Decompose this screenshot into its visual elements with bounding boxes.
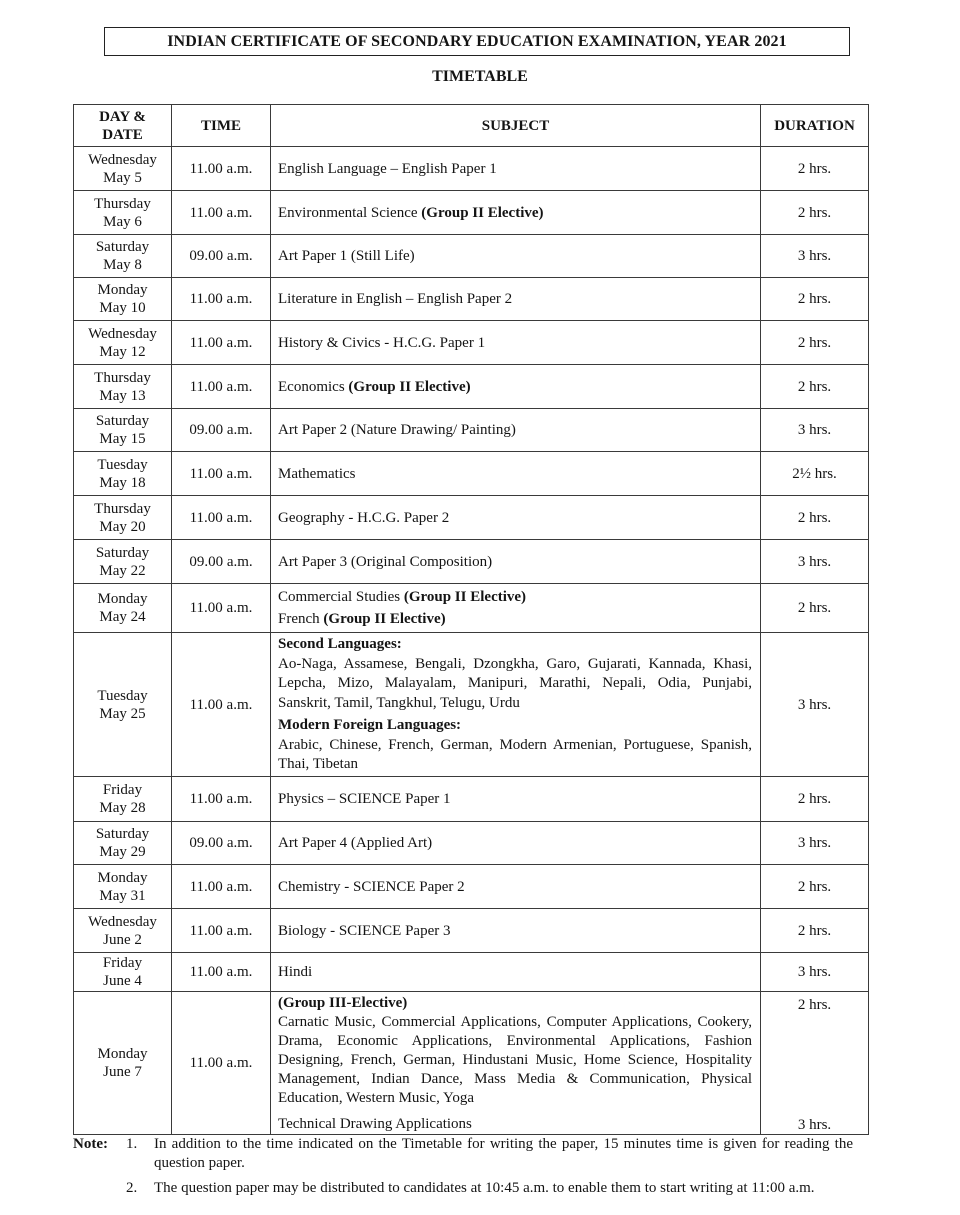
table-row xyxy=(74,191,869,235)
day-date-cell: Thursday May 20 xyxy=(74,496,172,540)
day-date-cell: Saturday May 22 xyxy=(74,540,172,584)
time-cell: 11.00 a.m. xyxy=(172,777,271,822)
day-date-cell: Saturday May 8 xyxy=(74,235,172,278)
time-cell: 11.00 a.m. xyxy=(172,584,271,633)
time-cell: 11.00 a.m. xyxy=(172,278,271,321)
subject-cell: Economics (Group II Elective) xyxy=(271,365,761,409)
timetable-table xyxy=(73,104,869,1135)
time-cell: 11.00 a.m. xyxy=(172,865,271,909)
duration-cell: 3 hrs. xyxy=(761,540,869,584)
col-header-duration: DURATION xyxy=(761,105,869,147)
duration-cell: 2 hrs. xyxy=(761,191,869,235)
subject-cell: Environmental Science (Group II Elective) xyxy=(271,191,761,235)
day-date-cell: Thursday May 13 xyxy=(74,365,172,409)
subject-cell: Commercial Studies (Group II Elective) French (Group II Elective) xyxy=(271,584,761,633)
table-row xyxy=(74,321,869,365)
table-row xyxy=(74,540,869,584)
table-row xyxy=(74,235,869,278)
day-date-cell: Wednesday May 12 xyxy=(74,321,172,365)
note-label: Note: xyxy=(73,1136,108,1152)
duration-cell: 2 hrs. xyxy=(761,496,869,540)
day-date-cell: Tuesday May 18 xyxy=(74,452,172,496)
subject-cell: Physics – SCIENCE Paper 1 xyxy=(271,777,761,822)
exam-title: INDIAN CERTIFICATE OF SECONDARY EDUCATION EXAMINATION, YEAR 2021 xyxy=(104,27,850,56)
time-cell: 11.00 a.m. xyxy=(172,452,271,496)
subject-cell: Literature in English – English Paper 2 xyxy=(271,278,761,321)
day-date-cell: Monday June 7 xyxy=(74,992,172,1135)
col-header-time: TIME xyxy=(172,105,271,147)
subject-cell: Hindi xyxy=(271,953,761,992)
day-date-cell: Friday June 4 xyxy=(74,953,172,992)
duration-cell: 3 hrs. xyxy=(761,235,869,278)
table-row xyxy=(74,584,869,633)
table-row xyxy=(74,147,869,191)
note-item: Note: 1. In addition to the time indicated on the Timetable for writing the paper, 15 minutes time is given for reading the question paper. xyxy=(73,1136,853,1171)
duration-cell: 2 hrs. xyxy=(761,321,869,365)
subject-cell: Art Paper 4 (Applied Art) xyxy=(271,822,761,865)
day-date-cell: Tuesday May 25 xyxy=(74,633,172,777)
subject-cell: Biology - SCIENCE Paper 3 xyxy=(271,909,761,953)
subject-cell: Mathematics xyxy=(271,452,761,496)
time-cell: 09.00 a.m. xyxy=(172,235,271,278)
day-date-cell: Wednesday June 2 xyxy=(74,909,172,953)
day-date-cell: Thursday May 6 xyxy=(74,191,172,235)
duration-cell: 3 hrs. xyxy=(761,953,869,992)
time-cell: 11.00 a.m. xyxy=(172,633,271,777)
table-row xyxy=(74,633,869,777)
subject-cell: Second Languages: Ao-Naga, Assamese, Bengali, Dzongkha, Garo, Gujarati, Kannada, Khasi, Lepcha, Mizo, Malayalam, Manipuri, Marathi, Nepali, Odia, Punjabi, Sanskrit, Tamil, Tangkhul, Telugu, Urdu Modern Foreign Languages: Arabic, Chinese, French, German, Modern Armenian, Portuguese, Spanish, Thai, Tibetan xyxy=(271,633,761,777)
subject-cell: Chemistry - SCIENCE Paper 2 xyxy=(271,865,761,909)
duration-cell: 3 hrs. xyxy=(761,822,869,865)
time-cell: 09.00 a.m. xyxy=(172,540,271,584)
duration-cell: 2 hrs. xyxy=(761,777,869,822)
duration-cell: 2 hrs. xyxy=(761,278,869,321)
table-row xyxy=(74,496,869,540)
day-date-cell: Saturday May 29 xyxy=(74,822,172,865)
notes-section xyxy=(73,1135,853,1204)
table-row xyxy=(74,865,869,909)
duration-cell: 2 hrs. xyxy=(761,865,869,909)
subject-cell: Geography - H.C.G. Paper 2 xyxy=(271,496,761,540)
table-row xyxy=(74,992,869,1135)
table-row xyxy=(74,822,869,865)
time-cell: 09.00 a.m. xyxy=(172,409,271,452)
duration-cell: 2 hrs. 3 hrs. xyxy=(761,992,869,1135)
day-date-cell: Monday May 31 xyxy=(74,865,172,909)
time-cell: 11.00 a.m. xyxy=(172,496,271,540)
table-header-row xyxy=(74,105,869,147)
duration-cell: 3 hrs. xyxy=(761,633,869,777)
time-cell: 09.00 a.m. xyxy=(172,822,271,865)
table-row xyxy=(74,409,869,452)
time-cell: 11.00 a.m. xyxy=(172,147,271,191)
col-header-day-date: DAY & DATE xyxy=(74,105,172,147)
subject-cell: History & Civics - H.C.G. Paper 1 xyxy=(271,321,761,365)
duration-cell: 2 hrs. xyxy=(761,584,869,633)
time-cell: 11.00 a.m. xyxy=(172,191,271,235)
subject-cell: (Group III-Elective) Carnatic Music, Commercial Applications, Computer Applications, Cookery, Drama, Economic Applications, Environmental Applications, Fashion Designing, French, German, Hindustani Music, Home Science, Hospitality Management, Indian Dance, Mass Media & Communication, Physical Education, Western Music, Yoga Technical Drawing Applications xyxy=(271,992,761,1135)
subject-cell: Art Paper 2 (Nature Drawing/ Painting) xyxy=(271,409,761,452)
time-cell: 11.00 a.m. xyxy=(172,321,271,365)
subject-cell: Art Paper 1 (Still Life) xyxy=(271,235,761,278)
duration-cell: 2 hrs. xyxy=(761,365,869,409)
table-row xyxy=(74,278,869,321)
day-date-cell: Monday May 10 xyxy=(74,278,172,321)
time-cell: 11.00 a.m. xyxy=(172,953,271,992)
table-row xyxy=(74,452,869,496)
day-date-cell: Saturday May 15 xyxy=(74,409,172,452)
time-cell: 11.00 a.m. xyxy=(172,909,271,953)
timetable-heading: TIMETABLE xyxy=(432,68,528,85)
duration-cell: 3 hrs. xyxy=(761,409,869,452)
col-header-subject: SUBJECT xyxy=(271,105,761,147)
table-row xyxy=(74,953,869,992)
time-cell: 11.00 a.m. xyxy=(172,992,271,1135)
subject-cell: English Language – English Paper 1 xyxy=(271,147,761,191)
time-cell: 11.00 a.m. xyxy=(172,365,271,409)
day-date-cell: Wednesday May 5 xyxy=(74,147,172,191)
duration-cell: 2 hrs. xyxy=(761,909,869,953)
day-date-cell: Friday May 28 xyxy=(74,777,172,822)
table-row xyxy=(74,909,869,953)
table-row xyxy=(74,777,869,822)
table-row xyxy=(74,365,869,409)
duration-cell: 2½ hrs. xyxy=(761,452,869,496)
note-item: 2. The question paper may be distributed to candidates at 10:45 a.m. to enable them to start writing at 11:00 a.m. xyxy=(126,1180,815,1196)
duration-cell: 2 hrs. xyxy=(761,147,869,191)
subject-cell: Art Paper 3 (Original Composition) xyxy=(271,540,761,584)
day-date-cell: Monday May 24 xyxy=(74,584,172,633)
